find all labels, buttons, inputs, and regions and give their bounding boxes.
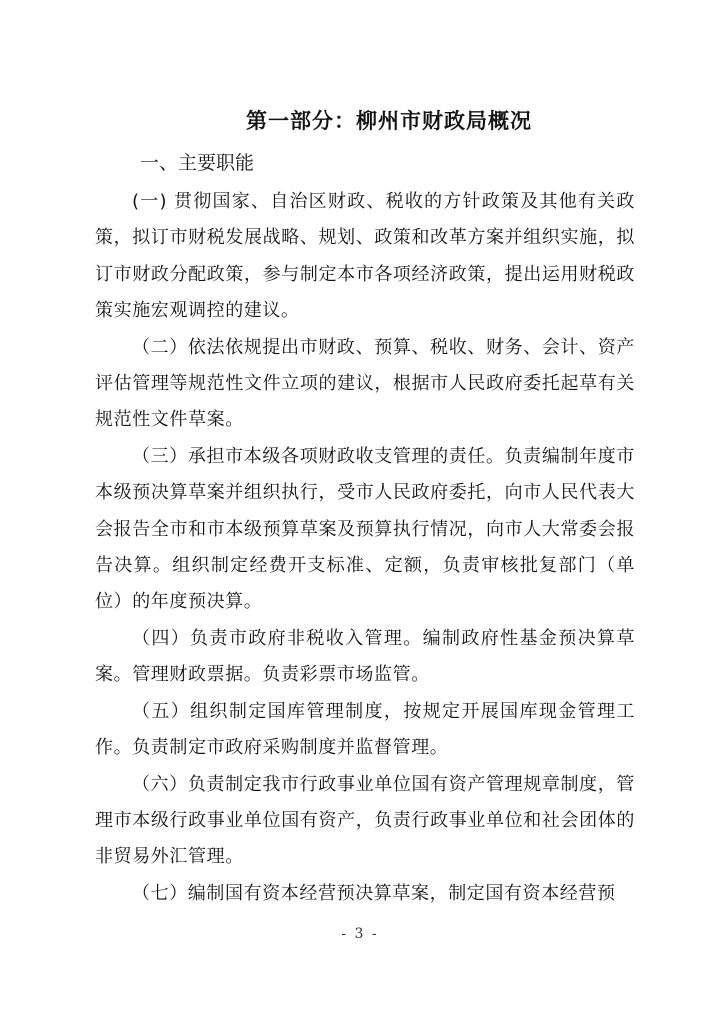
paragraph-5: （五）组织制定国库管理制度，按规定开展国库现金管理工作。负责制定市政府采购制度并监督管理。	[95, 700, 635, 759]
paragraph-7: （七）编制国有资本经营预决算草案，制定国有资本经营预	[132, 882, 616, 904]
paragraph-6: （六）负责制定我市行政事业单位国有资产管理规章制度，管理市本级行政事业单位国有资产，负责行政事业单位和社会团体的非贸易外汇管理。	[95, 773, 635, 868]
page-title-text: 第一部分：柳州市财政局概况	[246, 109, 532, 133]
section-heading: 一、主要职能	[140, 152, 255, 174]
page-title	[0, 106, 720, 136]
paragraph-2: （二）依法依规提出市财政、预算、税收、财务、会计、资产评估管理等规范性文件立项的建议，根据市人民政府委托起草有关规范性文件草案。	[95, 336, 635, 431]
body-text	[95, 184, 635, 912]
paragraph-3: （三）承担市本级各项财政收支管理的责任。负责编制年度市本级预决算草案并组织执行，受市人民政府委托，向市人民代表大会报告全市和市本级预算草案及预算执行情况，向市人大常委会报告决算。组织制定经费开支标准、定额，负责审核批复部门（单位）的年度预决算。	[95, 445, 635, 613]
paragraph-4: （四）负责市政府非税收入管理。编制政府性基金预决算草案。管理财政票据。负责彩票市场监管。	[95, 627, 635, 686]
paragraph-1: (一) 贯彻国家、自治区财政、税收的方针政策及其他有关政策，拟订市财税发展战略、规划、政策和改革方案并组织实施，拟订市财政分配政策，参与制定本市各项经济政策，提出运用财税政策实施宏观调控的建议。	[95, 191, 635, 322]
page-number: - 3 -	[341, 926, 379, 942]
